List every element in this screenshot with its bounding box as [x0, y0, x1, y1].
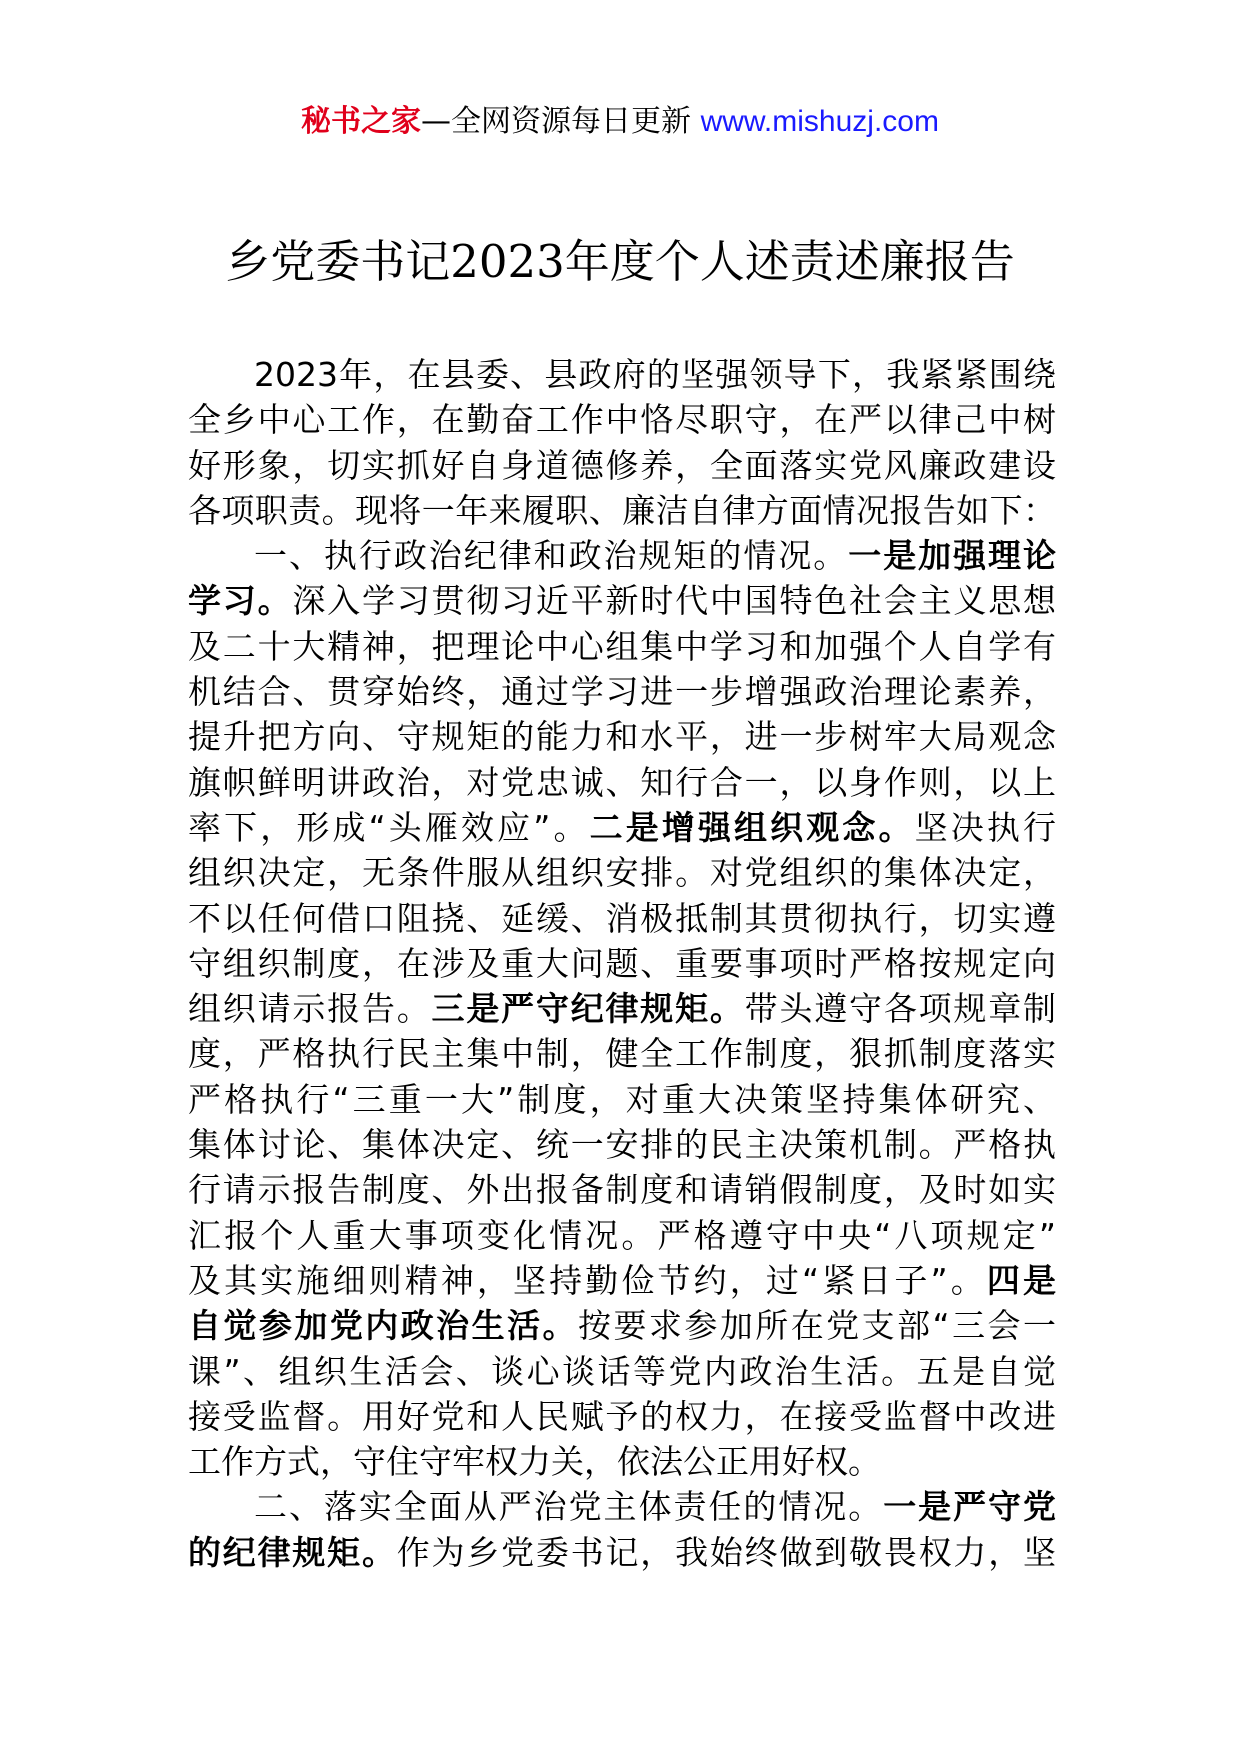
text-line: [188, 986, 1056, 1031]
bold-text-run: 三是严守纪律规矩。: [431, 989, 745, 1029]
text-line: [188, 1530, 1056, 1575]
text-line: [188, 624, 1056, 669]
text-run: 守组织制度，在涉及重大问题、重要事项时严格按规定向: [188, 943, 1056, 983]
text-line: [188, 896, 1056, 941]
text-line: [188, 397, 1056, 442]
bold-text-run: 一是加强理论: [848, 536, 1056, 576]
text-run: 度，严格执行民主集中制，健全工作制度，狠抓制度落实: [188, 1034, 1056, 1074]
text-run: 工作方式，守住守牢权力关，依法公正用好权。: [188, 1442, 881, 1482]
text-line: [188, 443, 1056, 488]
bold-text-run: 自觉参加党内政治生活。: [188, 1306, 578, 1346]
text-run: 旗帜鲜明讲政治，对党忠诚、知行合一，以身作则，以上: [188, 762, 1056, 802]
bold-text-run: 的纪律规矩。: [188, 1532, 397, 1572]
document-title: 乡党委书记2023年度个人述责述廉报告: [225, 235, 1015, 288]
text-run: 组织请示报告。: [188, 989, 432, 1029]
text-line: [188, 1167, 1056, 1212]
text-run: 及二十大精神，把理论中心组集中学习和加强个人自学有: [188, 626, 1056, 666]
text-run: 及其实施细则精神，坚持勤俭节约，过“紧日子”。: [188, 1260, 987, 1300]
bold-text-run: 学习。: [188, 581, 293, 621]
text-line: [188, 1213, 1056, 1258]
text-line: [188, 578, 1056, 623]
text-run: 作为乡党委书记，我始终做到敬畏权力，坚: [396, 1532, 1056, 1572]
text-line: [188, 669, 1056, 714]
text-run: 组织决定，无条件服从组织安排。对党组织的集体决定，: [188, 853, 1056, 893]
text-line: [188, 1031, 1056, 1076]
text-run: 带头遵守各项规章制: [744, 989, 1056, 1029]
bold-text-run: 四是: [986, 1260, 1056, 1300]
text-run: 机结合、贯穿始终，通过学习进一步增强政治理论素养，: [188, 672, 1056, 712]
text-run: 提升把方向、守规矩的能力和水平，进一步树牢大局观念: [188, 717, 1056, 757]
document-body: [188, 352, 1056, 1575]
text-line: [188, 533, 1056, 578]
text-line: [188, 1484, 1056, 1529]
text-line: [188, 850, 1056, 895]
text-line: [188, 805, 1056, 850]
bold-text-run: 一是严守党: [883, 1487, 1056, 1527]
text-run: 坚决执行: [914, 807, 1056, 847]
text-run: 课”、组织生活会、谈心谈话等党内政治生活。五是自觉: [188, 1351, 1056, 1391]
site-header: [0, 102, 1240, 142]
site-tagline: —全网资源每日更新: [421, 104, 701, 139]
text-line: [188, 760, 1056, 805]
text-line: [188, 1394, 1056, 1439]
text-run: 率下，形成“头雁效应”。: [188, 807, 590, 847]
text-line: [188, 488, 1056, 533]
text-line: [188, 1122, 1056, 1167]
bold-text-run: 二是增强组织观念。: [589, 807, 915, 847]
text-run: 深入学习贯彻习近平新时代中国特色社会主义思想: [292, 581, 1056, 621]
text-run: 好形象，切实抓好自身道德修养，全面落实党风廉政建设: [188, 445, 1056, 485]
text-line: [188, 352, 1056, 397]
site-brand: 秘书之家: [301, 104, 422, 139]
text-run: 一、执行政治纪律和政治规矩的情况。: [254, 536, 849, 576]
text-run: 各项职责。现将一年来履职、廉洁自律方面情况报告如下：: [188, 490, 1056, 530]
text-run: 不以任何借口阻挠、延缓、消极抵制其贯彻执行，切实遵: [188, 898, 1056, 938]
text-run: 全乡中心工作，在勤奋工作中恪尽职守，在严以律己中树: [188, 400, 1056, 440]
text-line: [188, 1303, 1056, 1348]
text-line: [188, 714, 1056, 759]
text-line: [188, 1258, 1056, 1303]
text-line: [188, 941, 1056, 986]
text-run: 严格执行“三重一大”制度，对重大决策坚持集体研究、: [188, 1079, 1056, 1119]
text-run: 2023年，在县委、县政府的坚强领导下，我紧紧围绕: [254, 355, 1056, 394]
text-run: 接受监督。用好党和人民赋予的权力，在接受监督中改进: [188, 1396, 1056, 1436]
text-line: [188, 1349, 1056, 1394]
text-run: 二、落实全面从严治党主体责任的情况。: [254, 1487, 884, 1527]
text-run: 汇报个人重大事项变化情况。严格遵守中央“八项规定”: [188, 1215, 1056, 1255]
text-run: 按要求参加所在党支部“三会一: [578, 1306, 1056, 1346]
text-line: [188, 1077, 1056, 1122]
text-run: 行请示报告制度、外出报备制度和请销假制度，及时如实: [188, 1170, 1056, 1210]
text-run: 集体讨论、集体决定、统一安排的民主决策机制。严格执: [188, 1125, 1056, 1165]
text-line: [188, 1439, 1056, 1484]
site-url-link[interactable]: www.mishuzj.com: [700, 105, 939, 138]
